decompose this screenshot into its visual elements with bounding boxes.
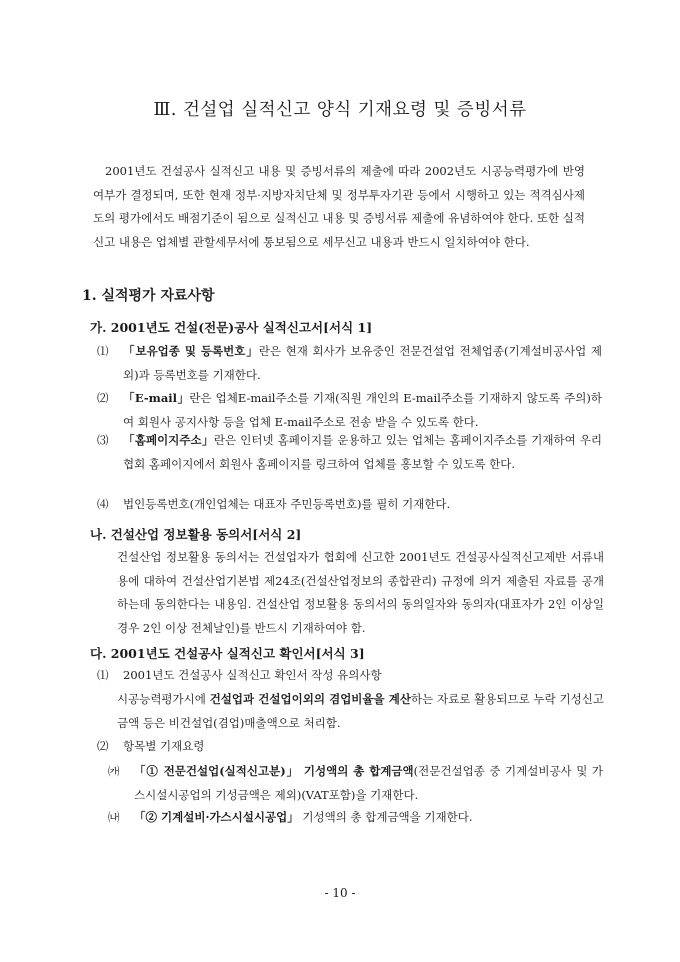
subsection-na-text: 건설산업 정보활용 동의서는 건설업자가 협회에 신고한 2001년도 건설공사실적신고제반 서류내용에 대하여 건설산업기본법 제24조(건설산업정보의 종합관리) 규정에 의거 제출된 자료를 공개하는데 동의한다는 내용임. 건설산업 정보활용 동의서의 동의일자와 동의자(대표자가 2인 이상일 경우 2인 이상 전체날인)를 반드시 기재하여야 함.: [117, 550, 604, 635]
item-label: 「① 전문건설업(실적신고분)」 기성액의 총 합계금액: [134, 764, 414, 778]
item-text: 기성액의 총 합계금액을 기재한다.: [302, 810, 473, 824]
item-label: 「② 기계설비·가스시설시공업」: [134, 810, 299, 824]
intro-text: 2001년도 건설공사 실적신고 내용 및 증빙서류의 제출에 따라 2002년도 시공능력평가에 반영 여부가 결정되며, 또한 현재 정부·지방자치단체 및 정부투자기관 등에서 시행하고 있는 적격심사제도의 평가에서도 배점기준이 됨으로 실적신고 내용 및 증빙서류 제출에 유념하여야 한다. 또한 실적신고 내용은 업체별 관할세무서에 통보됨으로 세무신고 내용과 반드시 일치하여야 한다.: [93, 164, 585, 249]
item-title: 2001년도 건설공사 실적신고 확인서 작성 유의사항: [123, 668, 382, 682]
sub-list-item: [108, 760, 603, 807]
page-title: Ⅲ. 건설업 실적신고 양식 기재요령 및 증빙서류: [153, 100, 527, 120]
item-text-post: 하는 자료로 활용되므로 누락 기성신고금액 등은 비건설업(겸업)매출액으로 처리함.: [117, 692, 604, 730]
list-item: [97, 387, 602, 434]
item-number: ㈎: [108, 764, 120, 778]
sub-list-item: [108, 806, 603, 830]
item-text: 란은 업체E-mail주소를 기재(직원 개인의 E-mail주소를 기재하지 않도록 주의)하여 회원사 공지사항 등을 업체 E-mail주소로 전송 받을 수 있도록 한다.: [123, 391, 602, 429]
item-label: 「E-mail」: [123, 391, 190, 405]
item-number: ⑵: [97, 391, 109, 405]
item-text-pre: 시공능력평가시에: [117, 692, 210, 706]
page-number: - 10 -: [324, 886, 356, 900]
list-item: [97, 735, 602, 759]
list-item: [97, 493, 602, 517]
item-label: 「홈페이지주소」: [123, 433, 214, 447]
subsection-ga-heading: 가. 2001년도 건설(전문)공사 실적신고서[서식 1]: [90, 320, 373, 335]
section-heading: 1. 실적평가 자료사항: [82, 288, 215, 304]
item-number: ⑶: [97, 433, 109, 447]
item-number: ⑴: [97, 668, 109, 682]
subsection-da-heading: 다. 2001년도 건설공사 실적신고 확인서[서식 3]: [90, 646, 365, 661]
item-number: ⑴: [97, 344, 109, 358]
item-text: 란은 현재 회사가 보유중인 전문건설업 전체업종(기계설비공사업 제외)과 등록번호를 기재한다.: [123, 344, 602, 382]
item-text: (전문건설업종 중 기계설비공사 및 가스시설시공업의 기성금액은 제외)(VAT포함)을 기재한다.: [134, 764, 603, 802]
item-label: 「보유업종 및 등록번호」: [123, 344, 259, 358]
list-item: [97, 664, 602, 688]
item-number: ⑷: [97, 497, 109, 511]
list-item: [97, 340, 602, 387]
item-text: 란은 인터넷 홈페이지를 운용하고 있는 업체는 홈페이지주소를 기재하여 우리협회 홈페이지에서 회원사 홈페이지를 링크하여 업체를 홍보할 수 있도록 한다.: [123, 433, 603, 471]
item-body: [117, 688, 604, 735]
item-number: ㈏: [108, 810, 120, 824]
item-text-bold: 건설업과 건설업이외의 겸업비율을 계산: [209, 692, 412, 706]
subsection-na-heading: 나. 건설산업 정보활용 동의서[서식 2]: [90, 527, 302, 542]
item-title: 항목별 기재요령: [123, 739, 205, 753]
list-item: [97, 429, 602, 476]
item-text: 법인등록번호(개인업체는 대표자 주민등록번호)를 필히 기재한다.: [123, 497, 451, 511]
item-number: ⑵: [97, 739, 109, 753]
intro-paragraph: [93, 160, 585, 254]
